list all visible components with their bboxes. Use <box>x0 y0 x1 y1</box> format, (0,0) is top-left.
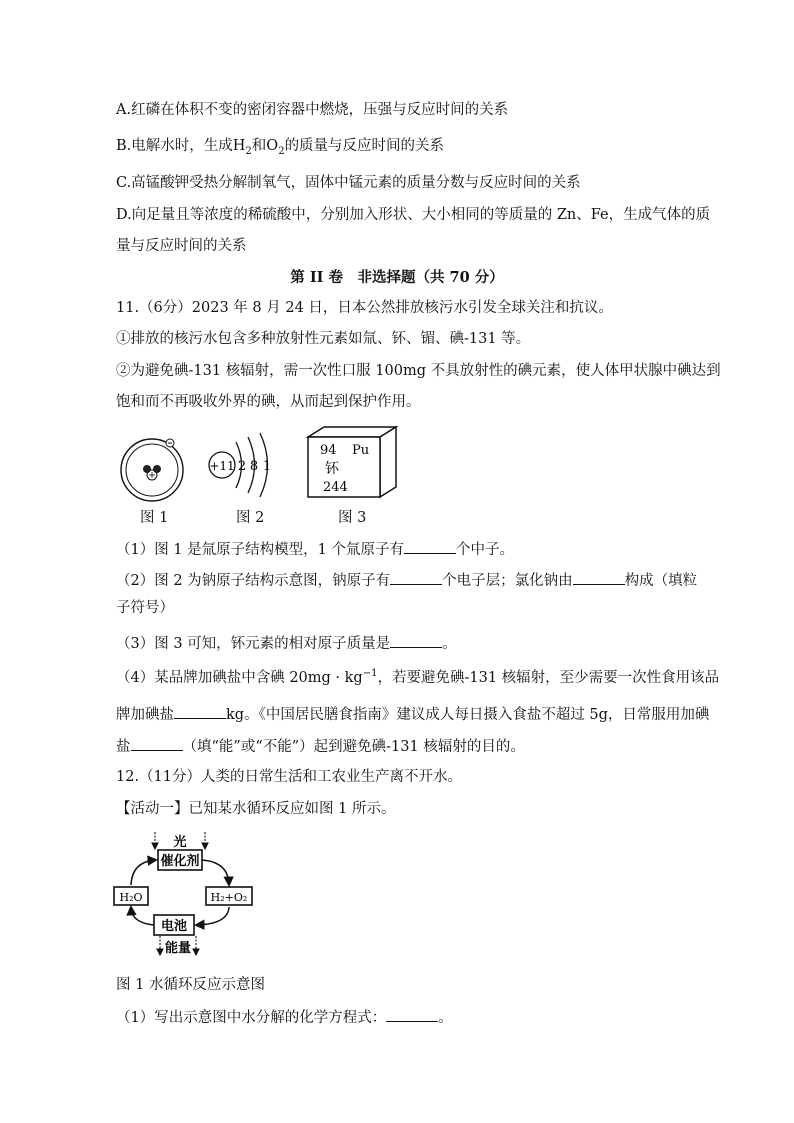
q11-sub-2: （2）图 2 为钠原子结构示意图，钠原子有 个电子层；氯化钠由 构成（填粒 <box>116 570 697 591</box>
q11-blank-1[interactable] <box>404 539 456 554</box>
q11-sub-2b: 子符号） <box>116 600 174 616</box>
fig3-symbol: Pu <box>352 443 370 458</box>
fig2-shell-1: 2 <box>237 459 247 474</box>
q11-sub-1: （1）图 1 是氚原子结构模型，1 个氚原子有 个中子。 <box>116 539 514 560</box>
water-label: H₂O <box>119 891 143 904</box>
fig2-sodium-structure <box>209 433 271 497</box>
q11-point-2a: ②为避免碘-131 核辐射，需一次性口服 100mg 不具放射性的碘元素，使人体甲状腺中碘达到 <box>116 363 721 379</box>
fig1-atom-model <box>121 439 183 501</box>
energy-label: 能量 <box>164 941 192 956</box>
q11-point-2b: 饱和而不再吸收外界的碘，从而起到保护作用。 <box>116 394 421 410</box>
q12-blank-1[interactable] <box>386 1007 438 1022</box>
fig2-shell-3: 1 <box>262 459 272 474</box>
fig3-name: 钚 <box>325 461 339 477</box>
light-label: 光 <box>173 835 187 850</box>
option-b: B.电解水时，生成$H_2$和$O_2$的质量与反应时间的关系 <box>116 138 445 157</box>
option-c: C.高锰酸钾受热分解制氧气，固体中锰元素的质量分数与反应时间的关系 <box>116 175 581 191</box>
water-cycle-diagram <box>110 828 260 958</box>
q11-sub-4c: 盐 （填“能”或“不能”）起到避免碘-131 核辐射的目的。 <box>116 736 525 757</box>
option-a: A.红磷在体积不变的密闭容器中燃烧，压强与反应时间的关系 <box>116 102 509 118</box>
q11-sub-3: （3）图 3 可知，钚元素的相对原子质量是 。 <box>116 633 457 654</box>
fig2-nucleus-label: +11 <box>209 459 235 473</box>
q12-sub-1: （1）写出示意图中水分解的化学方程式： 。 <box>116 1007 453 1028</box>
catalyst-label: 催化剂 <box>160 854 200 869</box>
fig2-caption: 图 2 <box>236 510 265 526</box>
q11-blank-4a[interactable] <box>174 704 226 719</box>
q11-point-1: ①排放的核污水包含多种放射性元素如氚、钚、镅、碘-131 等。 <box>116 331 531 347</box>
q11-blank-2a[interactable] <box>390 570 442 585</box>
q11-blank-2b[interactable] <box>573 570 625 585</box>
q12-fig-caption: 图 1 水循环反应示意图 <box>116 977 265 993</box>
fig3-mass: 244 <box>323 480 348 495</box>
fig1-caption: 图 1 <box>140 510 169 526</box>
q11-blank-3[interactable] <box>390 633 442 648</box>
q11-intro: 11.（6分）2023 年 8 月 24 日，日本公然排放核污水引发全球关注和抗议。 <box>116 300 613 316</box>
q11-sub-4: （4）某品牌加碘盐中含碘 $20mg \cdot kg^{-1}$，若要避免碘-131 核辐射，至少需要一次性食用该品 <box>116 668 720 686</box>
q11-sub-4b: 牌加碘盐 kg。《中国居民膳食指南》建议成人每日摄入食盐不超过 5g，日常服用加碘 <box>116 704 709 725</box>
section-title: 第 II 卷 非选择题（共 70 分） <box>290 269 504 286</box>
fig3-element-cell <box>308 425 400 497</box>
fig2-shell-2: 8 <box>249 459 259 474</box>
option-d-line1: D.向足量且等浓度的稀硫酸中，分别加入形状、大小相同的等质量的 Zn、Fe，生成气体的质 <box>116 207 711 223</box>
q11-blank-4b[interactable] <box>131 736 183 751</box>
products-label: H₂+O₂ <box>210 891 248 904</box>
fig3-atomic-number: 94 <box>320 443 337 458</box>
q12-intro: 12.（11分）人类的日常生活和工农业生产离不开水。 <box>116 769 463 785</box>
q12-activity-1: 【活动一】已知某水循环反应如图 1 所示。 <box>116 801 396 817</box>
fig3-caption: 图 3 <box>338 510 367 526</box>
option-d-line2: 量与反应时间的关系 <box>116 238 247 254</box>
battery-label: 电池 <box>160 919 188 934</box>
